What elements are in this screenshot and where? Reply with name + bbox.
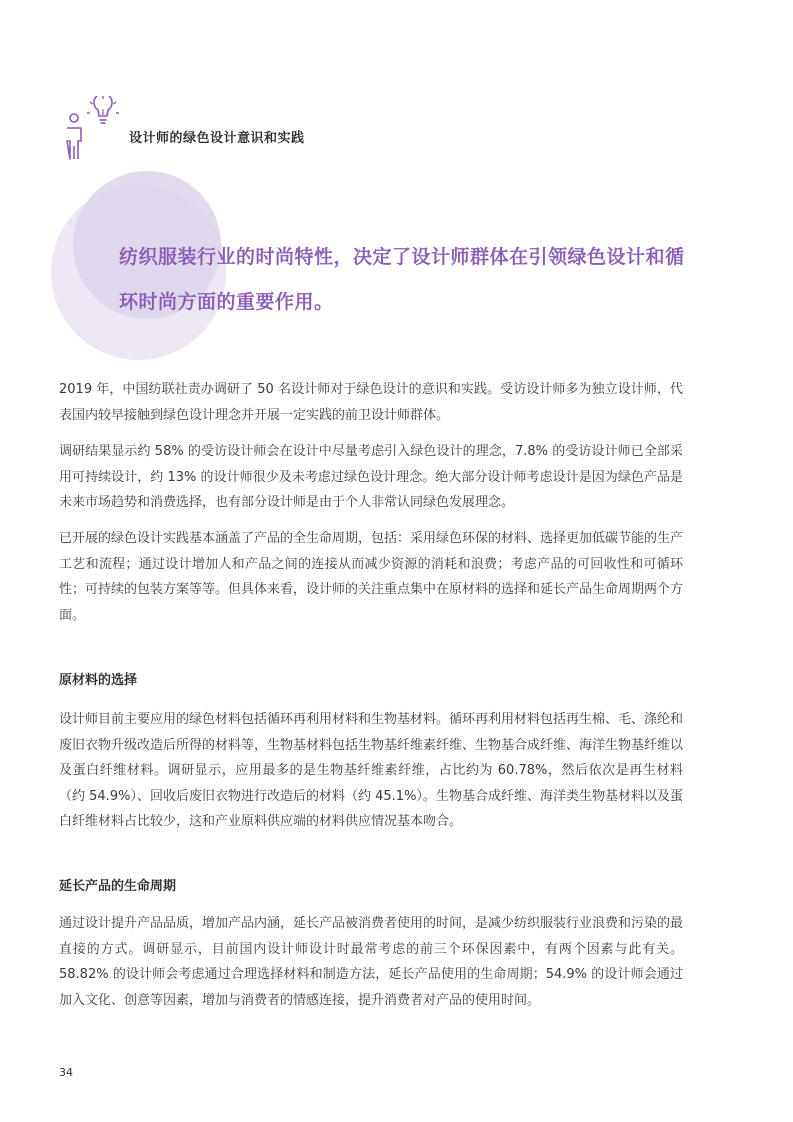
lead-quote-line-2: 环时尚方面的重要作用。 [119, 291, 334, 313]
paragraph-raw-materials: 设计师目前主要应用的绿色材料包括循环再利用材料和生物基材料。循环再利用材料包括再生棉、毛、涤纶和废旧衣物升级改造后所得的材料等，生物基材料包括生物基纤维素纤维、生物基合成纤维、海洋生物基纤维以及蛋白纤维材料。调研显示，应用最多的是生物基纤维素纤维，占比约为 60.78%，然后依次是再生材料（约 54.9%）、回收后废旧衣物进行改造后的材料（约 45.1%）。生物基合成纤维、海洋类生物基材料以及蛋白纤维材料占比较少，这和产业原料供应端的材料供应情况基本吻合。 [59, 712, 684, 829]
lead-quote [119, 235, 699, 325]
section-label: 设计师的绿色设计意识和实践 [129, 131, 305, 146]
paragraph-survey-results: 调研结果显示约 58% 的受访设计师会在设计中尽量考虑引入绿色设计的理念，7.8% 的受访设计师已全部采用可持续设计，约 13% 的设计师很少及未考虑过绿色设计理念。绝大部分设计师考虑设计是因为绿色产品是未来市场趋势和消费选择，也有部分设计师是由于个人非常认同绿色发展理念。 [59, 444, 683, 510]
designer-lightbulb-icon [60, 96, 124, 160]
paragraph-survey-intro: 2019 年，中国纺联社责办调研了 50 名设计师对于绿色设计的意识和实践。受访设计师多为独立设计师，代表国内较早接触到绿色设计理念并开展一定实践的前卫设计师群体。 [59, 382, 683, 423]
lead-quote-line-1: 纺织服装行业的时尚特性，决定了设计师群体在引领绿色设计和循 [119, 246, 685, 268]
page-number: 34 [59, 1066, 73, 1079]
paragraph-product-lifecycle: 通过设计提升产品品质，增加产品内涵，延长产品被消费者使用的时间，是减少纺织服装行业浪费和污染的最直接的方式。调研显示，目前国内设计师设计时最常考虑的前三个环保因素中，有两个因素与此有关。58.82% 的设计师会考虑通过合理选择材料和制造方法，延长产品使用的生命周期；54.9% 的设计师会通过加入文化、创意等因素，增加与消费者的情感连接，提升消费者对产品的使用时间。 [59, 916, 684, 1008]
heading-product-lifecycle: 延长产品的生命周期 [59, 879, 177, 894]
paragraph-practice-scope: 已开展的绿色设计实践基本涵盖了产品的全生命周期，包括：采用绿色环保的材料、选择更加低碳节能的生产工艺和流程；通过设计增加人和产品之间的连接从而减少资源的消耗和浪费；考虑产品的可回收性和可循环性；可持续的包装方案等等。但具体来看，设计师的关注重点集中在原材料的选择和延长产品生命周期两个方面。 [59, 531, 684, 623]
heading-raw-materials: 原材料的选择 [59, 673, 138, 688]
